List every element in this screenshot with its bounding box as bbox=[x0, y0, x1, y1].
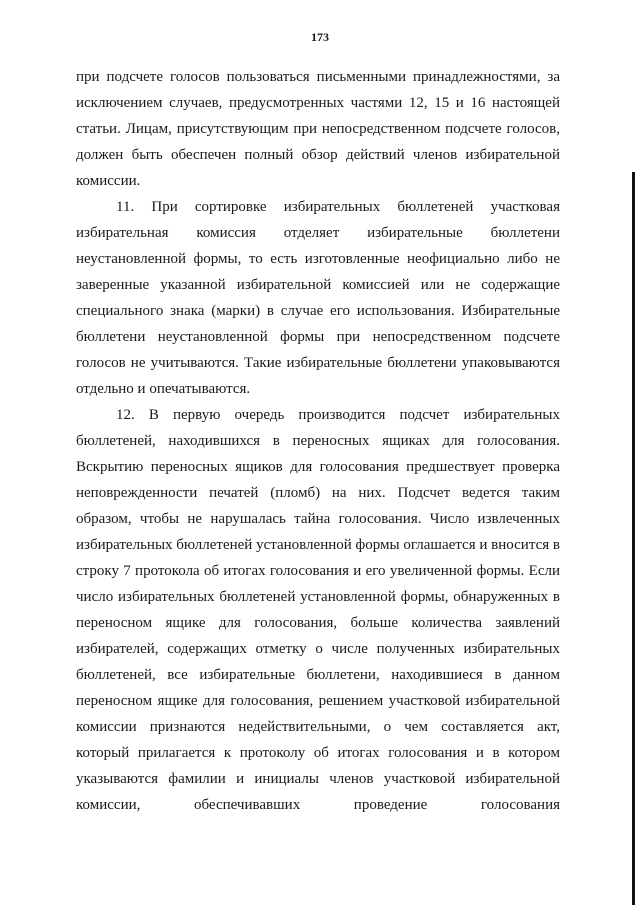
scan-margin-bar bbox=[632, 172, 635, 905]
paragraph-item-11: 11. При сортировке избирательных бюллетеней участковая избирательная комиссия отделяет избирательные бюллетени неустановленной формы, то есть изготовленные неофициально либо не заверенные указанной избирательной комиссией или не содержащие специального знака (марки) в случае его использования. Избирательные бюллетени неустановленной формы при непосредственном подсчете голосов не учитываются. Такие избирательные бюллетени упаковываются отдельно и опечатываются. bbox=[76, 199, 560, 397]
paragraph-item-12: 12. В первую очередь производится подсчет избирательных бюллетеней, находившихся в переносных ящиках для голосования. Вскрытию переносных ящиков для голосования предшествует проверка неповрежденности печатей (пломб) на них. Подсчет ведется таким образом, чтобы не нарушалась тайна голосования. Число извлеченных избирательных бюллетеней установленной формы оглашается и вносится в строку 7 протокола об итогах голосования и его увеличенной формы. Если число избирательных бюллетеней установленной формы, обнаруженных в переносном ящике для голосования, больше количества заявлений избирателей, содержащих отметку о числе полученных избирательных бюллетеней, все избирательные бюллетени, находившиеся в данном переносном ящике для голосования, решением участковой избирательной комиссии признаются недействительными, о чем составляется акт, который прилагается к протоколу об итогах голосования и в котором указываются фамилии и инициалы членов участковой избирательной комиссии, обеспечивавших проведение голосования bbox=[76, 407, 560, 813]
page-number: 173 bbox=[311, 30, 329, 44]
paragraph-continuation: при подсчете голосов пользоваться письменными принадлежностями, за исключением случаев, предусмотренных частями 12, 15 и 16 настоящей статьи. Лицам, присутствующим при непосредственном подсчете голосов, должен быть обеспечен полный обзор действий членов избирательной комиссии. bbox=[76, 69, 560, 189]
document-body bbox=[76, 64, 560, 818]
